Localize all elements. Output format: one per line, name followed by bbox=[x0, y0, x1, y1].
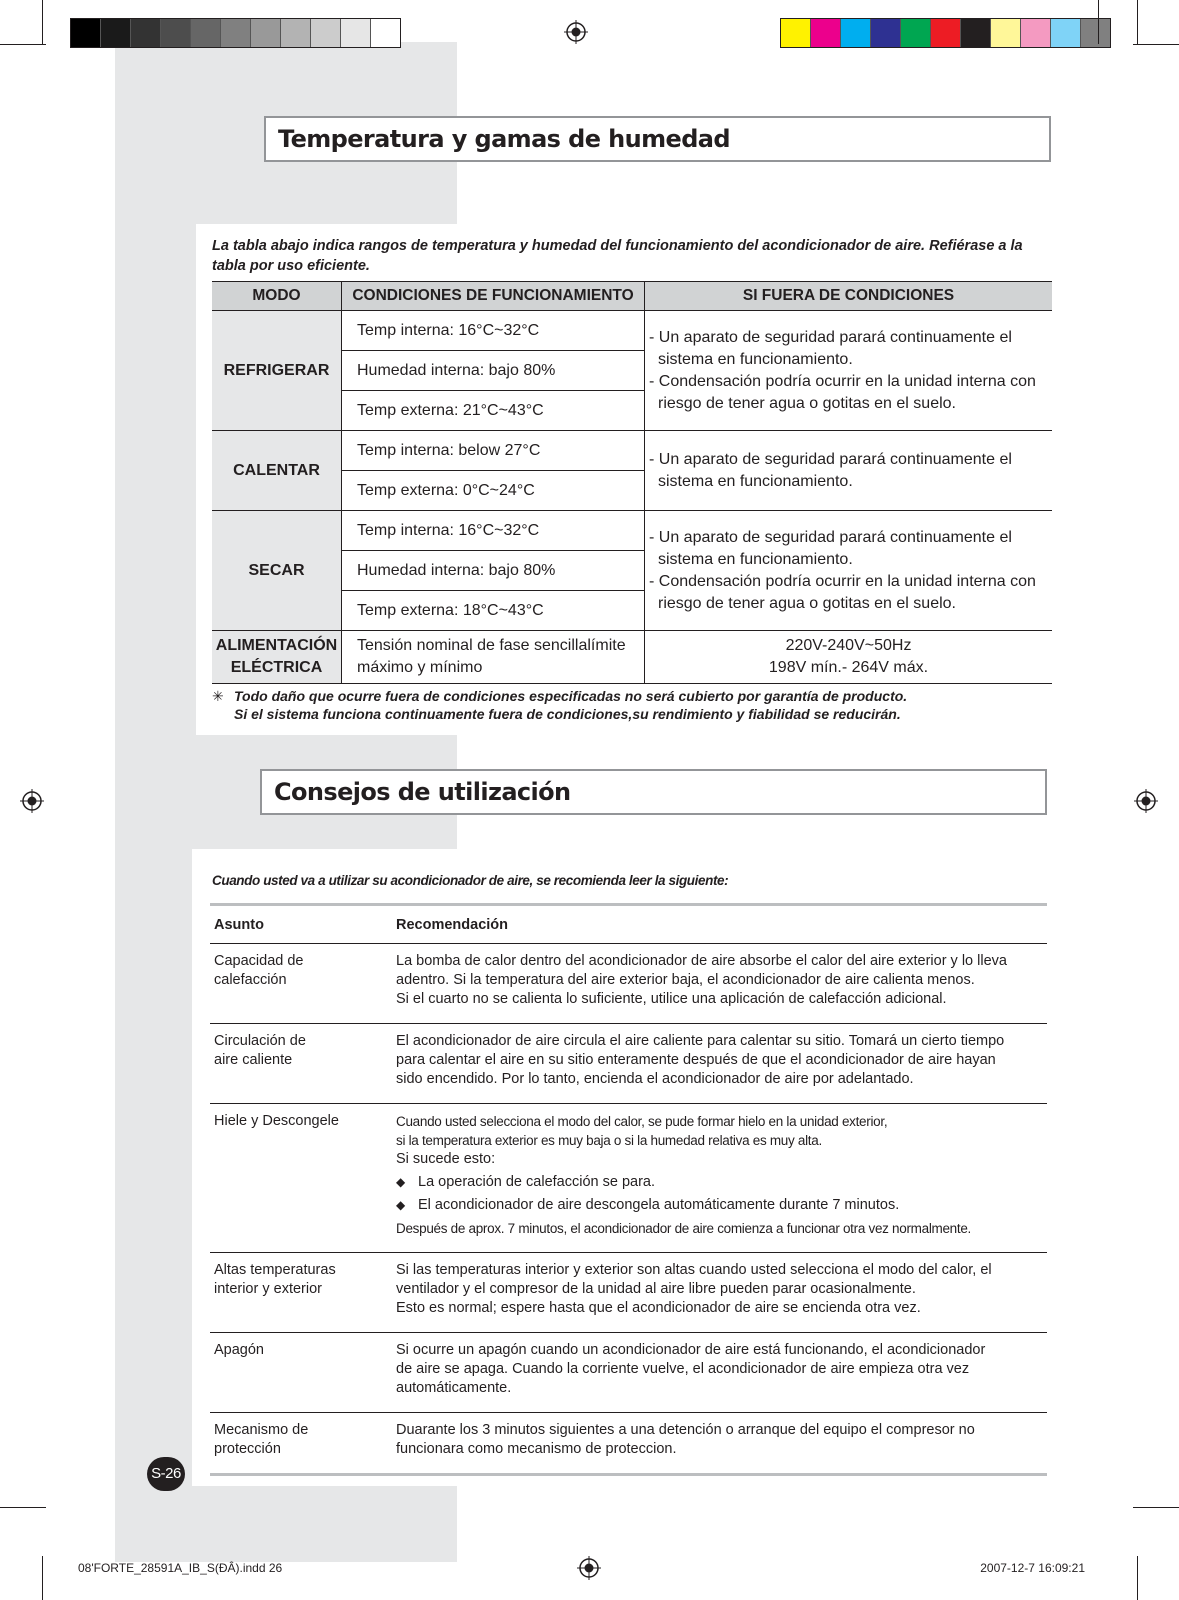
value-line: Si sucede esto: bbox=[396, 1151, 496, 1167]
footer-timestamp: 2007-12-7 16:09:21 bbox=[980, 1561, 1085, 1575]
condition-cell: Temp externa: 21°C~43°C bbox=[342, 391, 645, 431]
color-swatch bbox=[161, 19, 191, 47]
value-line: Si el cuarto no se calienta lo suficiente, utilice una aplicación de calefacción adicional. bbox=[396, 991, 947, 1007]
color-swatch bbox=[251, 19, 281, 47]
value-line: ventilador y el compresor de la unidad al aire libre pueden parar ocasionalmente. bbox=[396, 1281, 916, 1297]
color-swatch bbox=[1081, 19, 1110, 47]
bullet-text: La operación de calefacción se para. bbox=[418, 1174, 655, 1190]
key-line: aire caliente bbox=[214, 1052, 293, 1068]
registration-mark-icon bbox=[1134, 789, 1158, 813]
key-line: protección bbox=[214, 1441, 281, 1457]
grayscale-color-bar bbox=[70, 18, 401, 48]
condition-cell: Humedad interna: bajo 80% bbox=[342, 351, 645, 391]
table-row bbox=[212, 431, 1052, 471]
header-fuera: SI FUERA DE CONDICIONES bbox=[645, 282, 1053, 311]
table-row bbox=[212, 511, 1052, 551]
table-header-row bbox=[210, 905, 1047, 944]
row-value bbox=[392, 1104, 1047, 1253]
key-line: Hiele y Descongele bbox=[214, 1113, 339, 1129]
value-line: Duarante los 3 minutos siguientes a una detención o arranque del equipo el compresor no bbox=[396, 1422, 975, 1438]
outside-conditions-cell bbox=[645, 511, 1053, 631]
bullet-text: El acondicionador de aire descongela automáticamente durante 7 minutos. bbox=[418, 1197, 900, 1213]
crop-mark bbox=[0, 1507, 46, 1508]
color-swatch bbox=[871, 19, 901, 47]
condition-cell: Temp interna: 16°C~32°C bbox=[342, 311, 645, 351]
header-condiciones: CONDICIONES DE FUNCIONAMIENTO bbox=[342, 282, 645, 311]
row-key bbox=[210, 1104, 392, 1253]
table-row bbox=[210, 1253, 1047, 1333]
row-key bbox=[210, 1024, 392, 1104]
crop-mark bbox=[1098, 0, 1099, 44]
row-value bbox=[392, 1024, 1047, 1104]
condition-cell: Temp interna: 16°C~32°C bbox=[342, 511, 645, 551]
value-line: de aire se apaga. Cuando la corriente vuelve, el acondicionador de aire empieza otra vez bbox=[396, 1361, 970, 1377]
outside-condition-line: - Un aparato de seguridad parará continuamente el sistema en funcionamiento. bbox=[649, 450, 1012, 490]
color-swatch bbox=[811, 19, 841, 47]
voltage-cell bbox=[645, 631, 1053, 684]
footer-file-name: 08'FORTE_28591A_IB_S(ÐÂ).indd 26 bbox=[78, 1561, 283, 1575]
color-swatch bbox=[131, 19, 161, 47]
table-row bbox=[212, 631, 1052, 684]
mode-secar: SECAR bbox=[212, 511, 342, 631]
outside-conditions-cell bbox=[645, 311, 1053, 431]
table-row bbox=[210, 1104, 1047, 1253]
advice-intro-text: Cuando usted va a utilizar su acondicionador de aire, se recomienda leer la siguiente: bbox=[212, 873, 729, 888]
row-value bbox=[392, 1333, 1047, 1413]
key-line: Altas temperaturas bbox=[214, 1262, 336, 1278]
key-line: interior y exterior bbox=[214, 1281, 322, 1297]
color-swatch bbox=[191, 19, 221, 47]
color-swatch bbox=[101, 19, 131, 47]
table-row bbox=[210, 1413, 1047, 1475]
crop-mark bbox=[0, 44, 46, 45]
color-swatch bbox=[931, 19, 961, 47]
value-line: Esto es normal; espere hasta que el acondicionador de aire se encienda otra vez. bbox=[396, 1300, 921, 1316]
header-modo: MODO bbox=[212, 282, 342, 311]
note-line: Todo daño que ocurre fuera de condiciones especificadas no será cubierto por garantía de producto. bbox=[234, 688, 908, 704]
outside-conditions-cell bbox=[645, 431, 1053, 511]
page-number-badge: S-26 bbox=[147, 1457, 185, 1491]
condition-cell bbox=[342, 631, 645, 684]
row-key bbox=[210, 1253, 392, 1333]
bullet-item bbox=[396, 1196, 1043, 1215]
value-line: sido encendido. Por lo tanto, encienda el acondicionador de aire por adelantado. bbox=[396, 1071, 914, 1087]
diamond-bullet-icon: ◆ bbox=[396, 1198, 406, 1212]
crop-mark bbox=[1137, 0, 1138, 44]
row-key bbox=[210, 1413, 392, 1475]
outside-condition-line: - Condensación podría ocurrir en la unidad interna con riesgo de tener agua o gotitas en el suelo. bbox=[649, 572, 1036, 612]
color-swatch bbox=[221, 19, 251, 47]
mode-alimentacion-line1: ALIMENTACIÓN bbox=[215, 637, 338, 654]
condition-cell: Humedad interna: bajo 80% bbox=[342, 551, 645, 591]
temperature-intro-text: La tabla abajo indica rangos de temperatura y humedad del funcionamiento del acondicionador de aire. Refiérase a la tabla por uso eficiente. bbox=[212, 238, 1023, 274]
table-row bbox=[212, 311, 1052, 351]
voltage-limits: 198V mín.- 264V máx. bbox=[768, 659, 929, 676]
color-swatch bbox=[341, 19, 371, 47]
row-key bbox=[210, 944, 392, 1024]
voltage-range: 220V-240V~50Hz bbox=[785, 637, 912, 654]
value-line: Si las temperaturas interior y exterior son altas cuando usted selecciona el modo del calor, el bbox=[396, 1262, 992, 1278]
mode-calentar: CALENTAR bbox=[212, 431, 342, 511]
header-recomendacion: Recomendación bbox=[396, 917, 508, 933]
value-line: Cuando usted selecciona el modo del calor, se pude formar hielo en la unidad exterior, bbox=[396, 1114, 888, 1129]
table-row bbox=[210, 944, 1047, 1024]
mode-alimentacion bbox=[212, 631, 342, 684]
section-title-consejos: Consejos de utilización bbox=[260, 769, 1047, 815]
value-line: adentro. Si la temperatura del aire exterior baja, el acondicionador de aire calienta menos. bbox=[396, 972, 975, 988]
header-asunto: Asunto bbox=[214, 917, 264, 933]
asterisk-icon: ✳ bbox=[212, 688, 224, 704]
condition-cell: Temp interna: below 27°C bbox=[342, 431, 645, 471]
condition-cell: Temp externa: 18°C~43°C bbox=[342, 591, 645, 631]
table-row bbox=[210, 1024, 1047, 1104]
value-line: funcionara como mecanismo de proteccion. bbox=[396, 1441, 677, 1457]
color-swatch bbox=[781, 19, 811, 47]
key-line: calefacción bbox=[214, 972, 287, 988]
key-line: Apagón bbox=[214, 1342, 264, 1358]
crop-mark bbox=[1133, 44, 1179, 45]
color-swatch bbox=[371, 19, 400, 47]
color-swatch bbox=[71, 19, 101, 47]
condition-cell: Temp externa: 0°C~24°C bbox=[342, 471, 645, 511]
color-swatch bbox=[1051, 19, 1081, 47]
color-swatch bbox=[841, 19, 871, 47]
registration-mark-icon bbox=[577, 1556, 601, 1580]
mode-alimentacion-line2: ELÉCTRICA bbox=[230, 659, 323, 676]
color-swatch bbox=[901, 19, 931, 47]
color-swatch bbox=[311, 19, 341, 47]
temperature-humidity-table bbox=[212, 281, 1052, 684]
row-value bbox=[392, 944, 1047, 1024]
value-line: automáticamente. bbox=[396, 1380, 512, 1396]
color-swatch bbox=[1021, 19, 1051, 47]
condition-line: Tensión nominal de fase sencillalímite bbox=[357, 637, 626, 654]
key-line: Circulación de bbox=[214, 1033, 306, 1049]
diamond-bullet-icon: ◆ bbox=[396, 1175, 406, 1189]
value-line: Si ocurre un apagón cuando un acondicionador de aire está funcionando, el acondicionador bbox=[396, 1342, 986, 1358]
section-title-temperatura: Temperatura y gamas de humedad bbox=[264, 116, 1051, 162]
value-line: La bomba de calor dentro del acondicionador de aire absorbe el calor del aire exterior y lo lleva bbox=[396, 953, 1007, 969]
key-line: Capacidad de bbox=[214, 953, 304, 969]
bullet-item bbox=[396, 1173, 1043, 1192]
table-row bbox=[210, 1333, 1047, 1413]
crop-mark bbox=[42, 0, 43, 44]
row-value bbox=[392, 1253, 1047, 1333]
color-swatch bbox=[991, 19, 1021, 47]
crop-mark bbox=[1137, 1556, 1138, 1600]
table-header-row bbox=[212, 282, 1052, 311]
color-swatch bbox=[281, 19, 311, 47]
value-line: si la temperatura exterior es muy baja o si la humedad relativa es muy alta. bbox=[396, 1133, 822, 1148]
condition-line: máximo y mínimo bbox=[357, 659, 483, 676]
registration-mark-icon bbox=[20, 789, 44, 813]
outside-condition-line: - Condensación podría ocurrir en la unidad interna con riesgo de tener agua o gotitas en el suelo. bbox=[649, 372, 1036, 412]
warranty-note bbox=[212, 687, 1062, 723]
outside-condition-line: - Un aparato de seguridad parará continuamente el sistema en funcionamiento. bbox=[649, 328, 1012, 368]
color-swatch bbox=[961, 19, 991, 47]
advice-table bbox=[210, 903, 1047, 1476]
row-value bbox=[392, 1413, 1047, 1475]
row-key bbox=[210, 1333, 392, 1413]
key-line: Mecanismo de bbox=[214, 1422, 309, 1438]
value-line: El acondicionador de aire circula el aire caliente para calentar su sitio. Tomará un cierto tiempo bbox=[396, 1033, 1005, 1049]
process-color-bar bbox=[780, 18, 1111, 48]
value-line: Después de aprox. 7 minutos, el acondicionador de aire comienza a funcionar otra vez normalmente. bbox=[396, 1221, 971, 1236]
registration-mark-icon bbox=[564, 20, 588, 44]
note-line: Si el sistema funciona continuamente fuera de condiciones,su rendimiento y fiabilidad se reducirán. bbox=[234, 706, 901, 722]
crop-mark bbox=[42, 1556, 43, 1600]
value-line: para calentar el aire en su sitio enteramente después de que el acondicionador de aire hayan bbox=[396, 1052, 996, 1068]
crop-mark bbox=[1133, 1507, 1179, 1508]
mode-refrigerar: REFRIGERAR bbox=[212, 311, 342, 431]
outside-condition-line: - Un aparato de seguridad parará continuamente el sistema en funcionamiento. bbox=[649, 528, 1012, 568]
